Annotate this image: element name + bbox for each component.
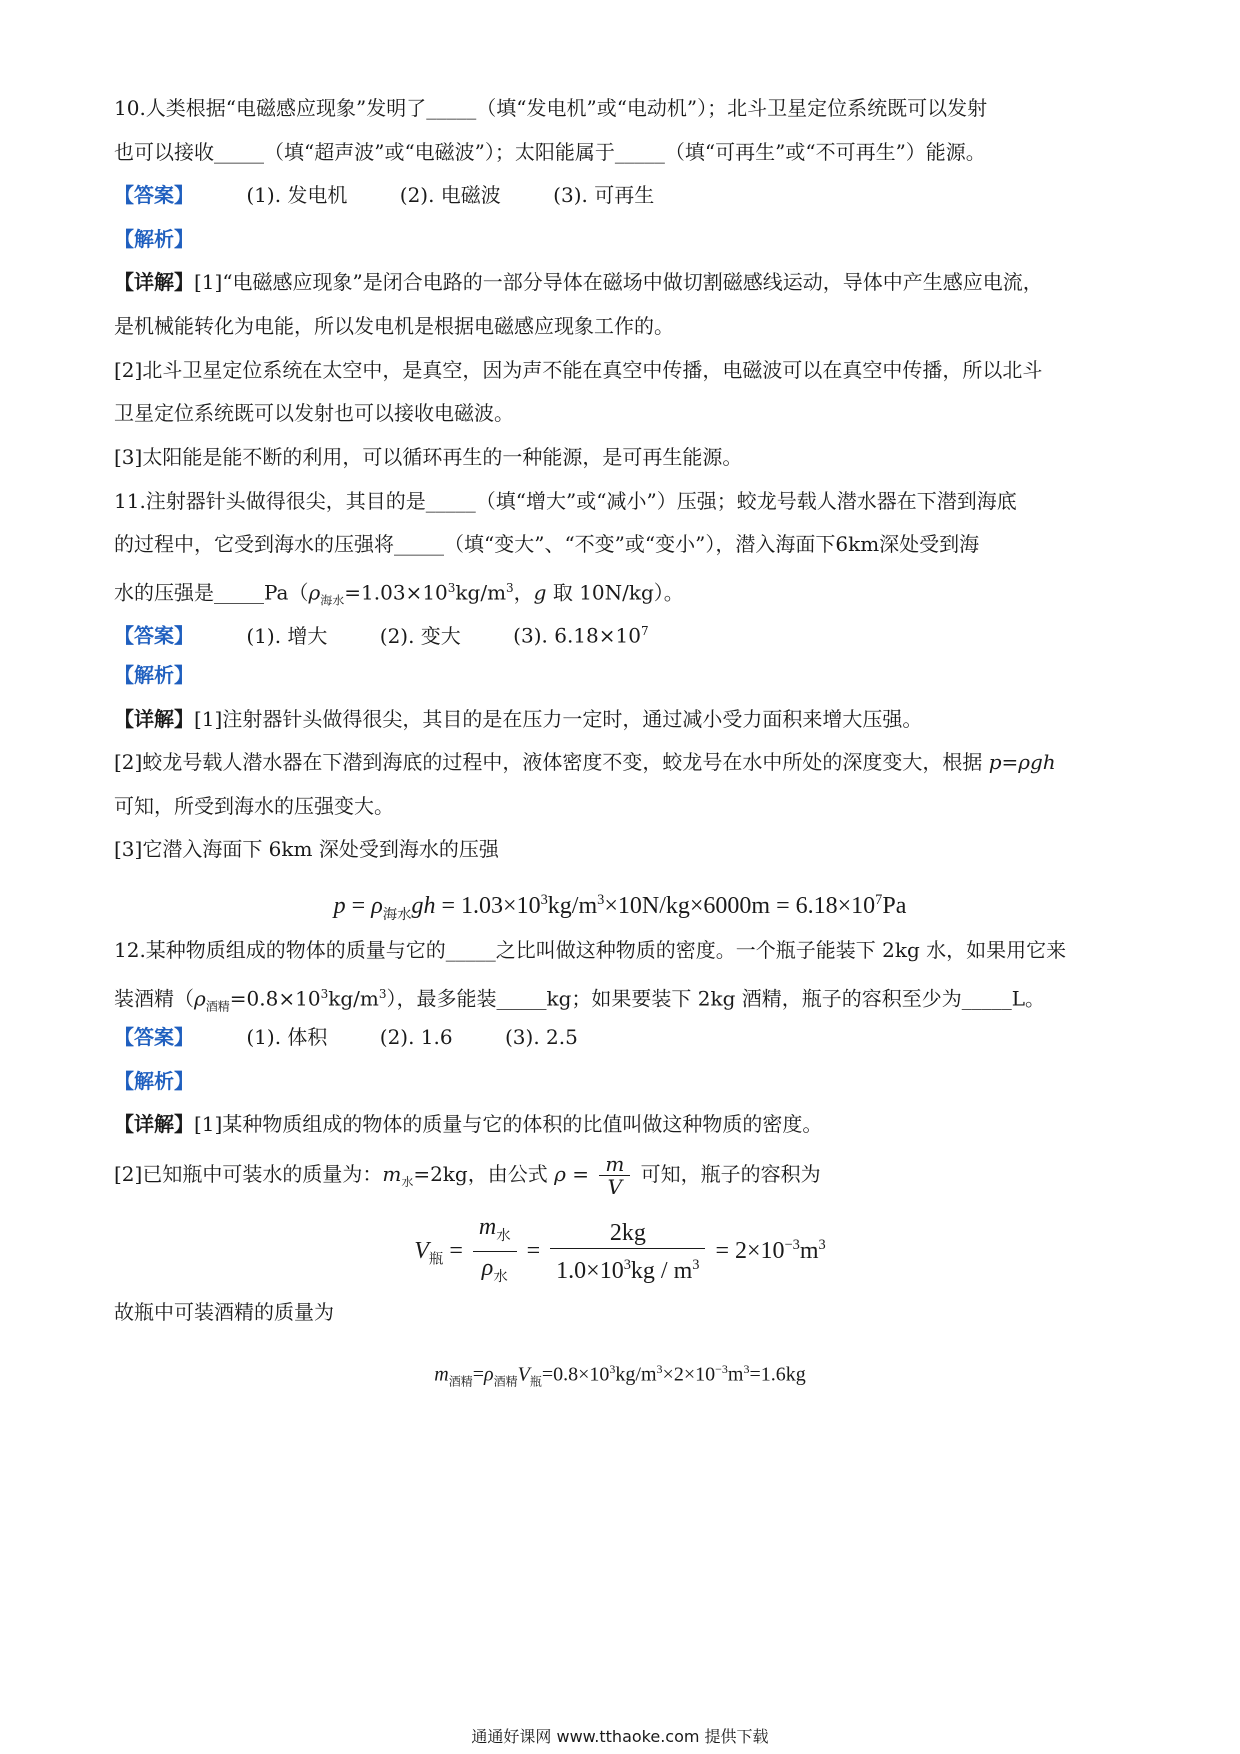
q10-question-line-2: 也可以接收_____（填“超声波”或“电磁波”）；太阳能属于_____（填“可再生”或“不可再生”）能源。	[114, 140, 986, 164]
q11-question-line-1: 11.注射器针头做得很尖，其目的是_____（填“增大”或“减小”）压强；蛟龙号载人潜水器在下潜到海底	[114, 489, 1017, 513]
q10-detail-1a	[114, 268, 1134, 296]
value-part: =1.6kg	[749, 1363, 806, 1386]
q12-detail-2	[114, 1150, 1134, 1206]
m-symbol: m	[382, 1162, 402, 1186]
text-part: =0.8×10	[229, 986, 321, 1011]
v-symbol: V	[517, 1363, 530, 1386]
q10-question-line-1: 10.人类根据“电磁感应现象”发明了_____（填“发电机”或“电动机”）；北斗卫星定位系统既可以发射	[114, 96, 988, 120]
numerator: 2kg	[550, 1218, 705, 1249]
text-part: ，	[513, 580, 534, 605]
p-symbol: p	[333, 893, 346, 919]
superscript: −3	[715, 1362, 728, 1376]
q12-detail-1	[114, 1110, 1134, 1138]
q11-detail-3: [3]它潜入海面下 6km 深处受到海水的压强	[114, 837, 499, 861]
numerator	[599, 1153, 630, 1176]
answer-item: (2). 变大	[379, 623, 461, 648]
superscript: 7	[875, 892, 883, 908]
q12-question-line-2	[114, 980, 1134, 1021]
answer-value: (3). 6.18×10	[513, 623, 641, 648]
value-part: =0.8×10	[541, 1363, 610, 1386]
text-part: 取 10N/kg）。	[546, 580, 684, 605]
q10-detail-3: [3]太阳能是能不断的利用，可以循环再生的一种能源，是可再生能源。	[114, 445, 743, 469]
mass-over-density-fraction	[473, 1212, 517, 1293]
superscript: 3	[378, 987, 387, 1001]
superscript: 3	[623, 1256, 631, 1273]
answer-item: (1). 体积	[246, 1025, 328, 1049]
superscript: 3	[743, 1362, 750, 1376]
superscript: 3	[656, 1362, 663, 1376]
v-symbol: V	[414, 1237, 429, 1264]
m-symbol: m	[605, 1152, 625, 1176]
q11-question-line-3	[114, 574, 1134, 615]
answer-item: (1). 增大	[246, 623, 328, 648]
value-part: ×2×10	[662, 1363, 716, 1386]
q11-detail-2b: 可知，所受到海水的压强变大。	[114, 794, 394, 818]
value-part: = 2×10	[709, 1237, 785, 1264]
page-footer: 通通好课网 www.tthaoke.com 提供下载	[471, 1727, 769, 1746]
q10-detail-2b: 卫星定位系统既可以发射也可以接收电磁波。	[114, 401, 514, 425]
numeric-fraction	[550, 1218, 705, 1287]
subscript: 酒精	[448, 1374, 473, 1389]
denominator	[473, 1252, 517, 1293]
subscript: 海水	[382, 906, 412, 923]
answer-item: (1). 发电机	[246, 183, 348, 207]
q12-question-line-1: 12.某种物质组成的物体的质量与它的_____之比叫做这种物质的密度。一个瓶子能装下 2kg 水，如果用它来	[114, 938, 1067, 962]
answer-item: (3). 可再生	[553, 183, 655, 207]
q11-detail-2a	[114, 748, 1134, 776]
analysis-label: 【解析】	[114, 227, 194, 251]
answer-item: (3). 2.5	[504, 1025, 578, 1049]
answer-label: 【答案】	[114, 1025, 194, 1049]
q10-analysis-label	[114, 225, 1134, 253]
superscript: 3	[506, 581, 514, 595]
superscript: 3	[597, 892, 605, 908]
detail-label: 【详解】	[114, 270, 194, 294]
answer-item: (2). 电磁波	[399, 183, 501, 207]
value-part: = 1.03×10	[435, 893, 541, 919]
superscript: 3	[818, 1236, 826, 1253]
subscript: 瓶	[428, 1251, 444, 1268]
analysis-label: 【解析】	[114, 663, 194, 687]
q10-detail-2a: [2]北斗卫星定位系统在太空中，是真空，因为声不能在真空中传播，电磁波可以在真空中传播，所以北斗	[114, 358, 1043, 382]
equals: =	[565, 1162, 596, 1186]
denominator	[550, 1249, 705, 1287]
text-part: kg/m	[455, 580, 507, 605]
text-part: =1.03×10	[344, 580, 448, 605]
value-part: kg / m	[630, 1257, 693, 1284]
text-part: 装酒精（	[114, 986, 194, 1011]
v-symbol: V	[607, 1175, 623, 1199]
value-part: Pa	[882, 893, 907, 919]
value-part: 1.0×10	[556, 1257, 624, 1284]
superscript: 3	[692, 1256, 700, 1273]
q12-detail-3: 故瓶中可装酒精的质量为	[114, 1300, 334, 1324]
m-symbol: m	[478, 1214, 497, 1240]
subscript: 水	[493, 1268, 508, 1285]
q11-analysis-label	[114, 661, 1134, 689]
q12-volume-equation	[0, 1212, 1240, 1293]
value-part: m	[727, 1363, 744, 1386]
equals: =	[443, 1237, 469, 1264]
subscript: 水	[496, 1227, 511, 1244]
value-part: ×10N/kg×6000m = 6.18×10	[604, 893, 876, 919]
rho-symbol: ρ	[308, 580, 321, 605]
value-part: kg/m	[547, 893, 598, 919]
q11-pressure-equation	[0, 885, 1240, 930]
text-part: 可知，瓶子的容积为	[634, 1162, 821, 1186]
text-part: =2kg，由公式	[413, 1162, 555, 1186]
detail-text: [2]蛟龙号载人潜水器在下潜到海底的过程中，液体密度不变，蛟龙号在水中所处的深度变大，根据	[114, 750, 989, 774]
subscript: 酒精	[493, 1374, 518, 1389]
q11-answer-row	[114, 617, 1134, 650]
q12-analysis-label	[114, 1067, 1134, 1095]
rho-symbol: ρ	[554, 1162, 566, 1186]
m-symbol: m	[434, 1363, 449, 1386]
text-part: kg/m	[328, 986, 379, 1011]
answer-item: (2). 1.6	[379, 1025, 453, 1049]
rho-symbol: ρ	[484, 1363, 494, 1386]
q12-answer-row	[114, 1023, 1134, 1051]
q12-alcohol-mass-equation	[0, 1354, 1240, 1397]
rho-symbol: ρ	[371, 893, 383, 919]
denominator	[599, 1176, 630, 1198]
q11-question-line-2: 的过程中，它受到海水的压强将_____（填“变大”、“不变”或“变小”），潜入海面下6km深处受到海	[114, 532, 980, 556]
value-part: kg/m	[615, 1363, 657, 1386]
subscript: 水	[401, 1175, 414, 1189]
density-fraction	[599, 1153, 630, 1198]
detail-text: [1]注射器针头做得很尖，其目的是在压力一定时，通过减小受力面积来增大压强。	[194, 707, 923, 731]
superscript: 3	[609, 1362, 616, 1376]
answer-item	[513, 617, 648, 650]
superscript: 3	[320, 987, 329, 1001]
g-symbol: g	[533, 580, 547, 605]
subscript: 酒精	[205, 999, 230, 1014]
answer-label: 【答案】	[114, 183, 194, 207]
rho-symbol: ρ	[194, 986, 206, 1011]
equals: =	[472, 1363, 484, 1386]
q10-detail-1b: 是机械能转化为电能，所以发电机是根据电磁感应现象工作的。	[114, 314, 674, 338]
analysis-label: 【解析】	[114, 1069, 194, 1093]
q11-detail-1	[114, 705, 1134, 733]
subscript: 瓶	[529, 1374, 542, 1389]
value-part: m	[799, 1237, 819, 1264]
answer-label: 【答案】	[114, 623, 194, 648]
pressure-formula: p=ρgh	[988, 750, 1056, 774]
rho-symbol: ρ	[481, 1254, 494, 1281]
superscript: 3	[447, 581, 456, 595]
detail-text: [1]“电磁感应现象”是闭合电路的一部分导体在磁场中做切割磁感线运动，导体中产生感应电流，	[194, 270, 1043, 294]
equals: =	[520, 1237, 547, 1264]
text-part: 水的压强是_____Pa（	[114, 580, 309, 605]
numerator	[473, 1212, 517, 1252]
equals: =	[345, 893, 372, 919]
text-part: [2]已知瓶中可装水的质量为：	[114, 1162, 383, 1186]
superscript: 3	[540, 892, 548, 908]
detail-label: 【详解】	[114, 707, 194, 731]
gh-symbols: gh	[411, 893, 436, 919]
detail-text: [1]某种物质组成的物体的质量与它的体积的比值叫做这种物质的密度。	[194, 1112, 823, 1136]
subscript: 海水	[320, 593, 345, 608]
superscript: 7	[640, 624, 649, 638]
superscript: −3	[784, 1236, 800, 1253]
q10-answer-row	[114, 181, 1134, 209]
text-part: ），最多能装_____kg；如果要装下 2kg 酒精，瓶子的容积至少为_____L。	[386, 986, 1046, 1011]
detail-label: 【详解】	[114, 1112, 194, 1136]
